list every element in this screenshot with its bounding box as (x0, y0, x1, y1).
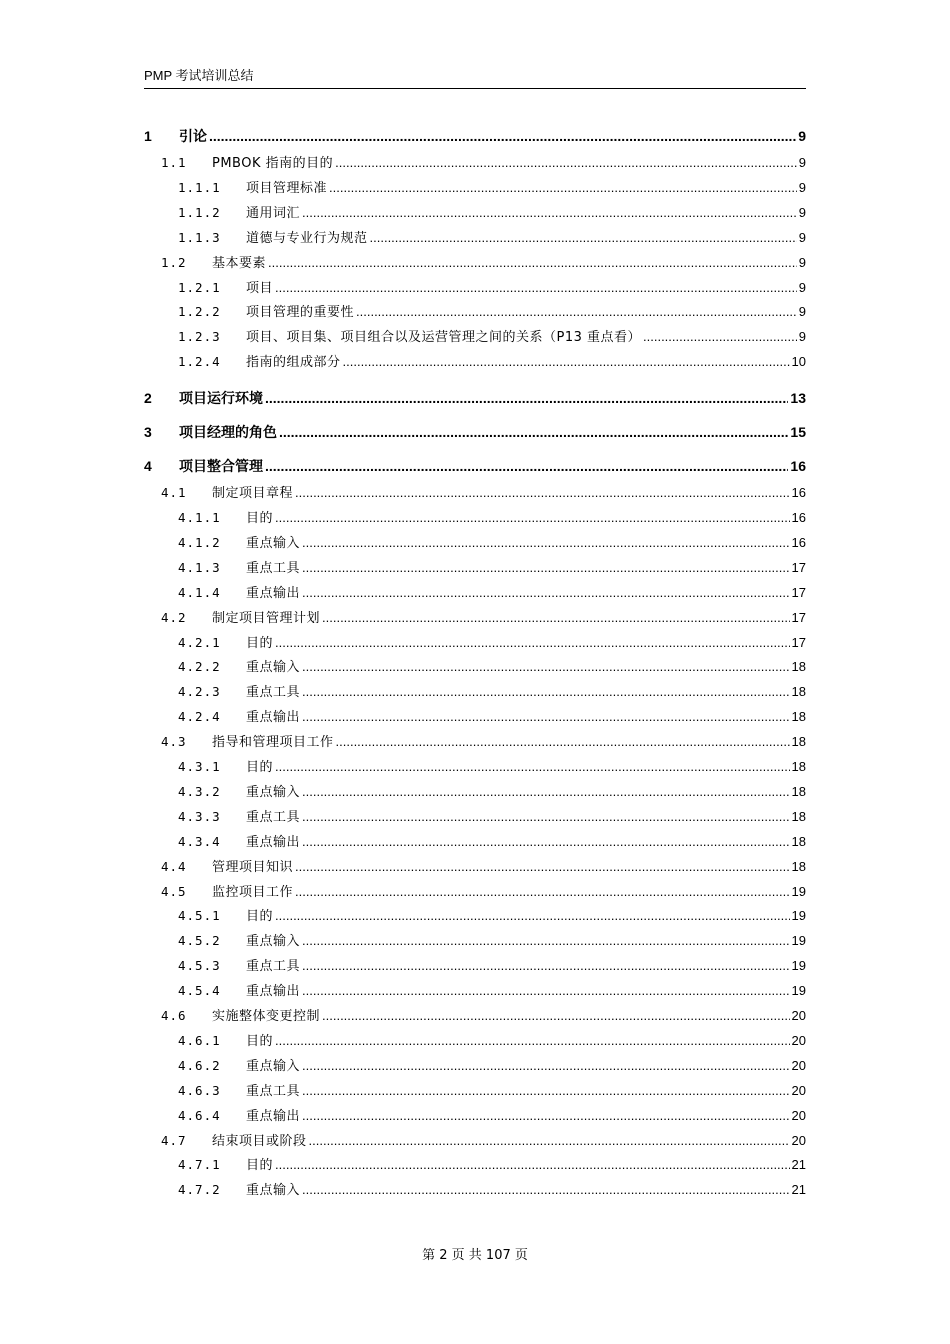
toc-dot-leader (302, 707, 790, 727)
toc-entry-number: 4.2.4 (178, 709, 221, 725)
toc-entry[interactable] (144, 1131, 806, 1152)
toc-entry[interactable] (144, 1081, 806, 1102)
toc-entry[interactable] (144, 228, 806, 249)
toc-entry[interactable] (144, 352, 806, 373)
toc-entry[interactable] (144, 302, 806, 323)
toc-entry-title: 重点工具 (246, 560, 301, 576)
toc-entry-number: 4.6.2 (178, 1057, 221, 1073)
toc-dot-leader (302, 807, 790, 827)
toc-entry-number: 4 (144, 458, 152, 475)
toc-dot-leader (302, 203, 797, 223)
toc-entry-page: 16 (791, 510, 806, 525)
toc-entry-number: 1.2.3 (178, 329, 221, 345)
toc-entry-number: 4.3 (161, 734, 187, 750)
toc-entry-number: 4.7.1 (178, 1157, 221, 1173)
toc-dot-leader (302, 558, 790, 578)
toc-entry-page: 18 (791, 734, 806, 750)
toc-dot-leader (302, 1081, 790, 1101)
toc-entry-title: PMBOK 指南的目的 (212, 156, 334, 171)
toc-entry-number: 4.5.3 (178, 958, 221, 974)
toc-entry-title: 重点工具 (246, 809, 301, 825)
toc-dot-leader (209, 125, 796, 147)
toc-entry[interactable] (144, 682, 806, 703)
toc-dot-leader (265, 387, 788, 409)
toc-entry-title: 重点输入 (246, 934, 301, 950)
toc-entry-number: 1.1.1 (178, 179, 221, 195)
toc-dot-leader (302, 832, 790, 852)
toc-entry-title: 项目整合管理 (179, 458, 263, 475)
toc-entry-number: 1.1 (161, 155, 187, 170)
toc-dot-leader (343, 352, 790, 372)
toc-dot-leader (275, 278, 797, 298)
toc-entry-number: 4.2 (161, 609, 187, 625)
toc-entry-number: 4.7.2 (178, 1182, 221, 1198)
toc-entry-number: 4.3.1 (178, 759, 221, 774)
toc-entry-number: 1 (144, 128, 152, 144)
toc-entry-page: 19 (791, 983, 806, 999)
toc-entry-number: 4.5.4 (178, 983, 221, 999)
toc-entry-page: 9 (798, 304, 806, 320)
toc-entry-title: 重点输入 (246, 784, 301, 800)
toc-entry[interactable] (144, 1031, 806, 1052)
toc-entry-title: 项目 (246, 280, 274, 296)
toc-dot-leader (295, 483, 790, 503)
toc-entry-page: 9 (798, 204, 806, 220)
toc-entry-page: 19 (791, 883, 806, 899)
toc-entry[interactable] (144, 1106, 806, 1127)
toc-entry-page: 9 (798, 229, 806, 245)
toc-dot-leader (336, 732, 790, 752)
toc-entry[interactable] (144, 387, 806, 409)
toc-dot-leader (322, 1006, 790, 1026)
toc-entry-number: 4.6.3 (178, 1082, 221, 1098)
toc-entry-number: 4.6.1 (178, 1032, 221, 1048)
toc-entry-page: 15 (790, 424, 806, 441)
toc-dot-leader (302, 682, 790, 702)
toc-entry-number: 4.7 (161, 1132, 187, 1148)
toc-entry[interactable] (144, 1180, 806, 1201)
toc-entry[interactable] (144, 657, 806, 678)
toc-entry-title: 指导和管理项目工作 (212, 735, 334, 751)
toc-entry[interactable] (144, 931, 806, 952)
toc-dot-leader (643, 327, 797, 347)
toc-entry-page: 17 (791, 584, 806, 600)
toc-entry-title: 重点工具 (246, 1083, 301, 1099)
toc-entry-number: 4.4 (161, 858, 187, 874)
toc-entry-page: 9 (798, 329, 806, 345)
toc-entry[interactable] (144, 906, 806, 927)
toc-dot-leader (295, 882, 790, 902)
toc-entry-number: 4.2.2 (178, 659, 221, 675)
toc-dot-leader (302, 1106, 790, 1126)
toc-entry[interactable] (144, 732, 806, 753)
toc-dot-leader (335, 153, 797, 173)
toc-entry[interactable] (144, 807, 806, 828)
toc-entry-title: 重点输入 (246, 535, 301, 551)
toc-entry-page: 21 (791, 1182, 806, 1198)
toc-entry-number: 4.1 (161, 485, 187, 501)
toc-entry[interactable] (144, 757, 806, 778)
toc-dot-leader (268, 253, 797, 273)
page-footer: 第 2 页 共 107 页 (422, 1248, 528, 1263)
toc-entry-title: 项目管理的重要性 (246, 305, 355, 321)
toc-dot-leader (302, 981, 790, 1001)
toc-entry-title: 管理项目知识 (212, 859, 294, 875)
toc-entry-page: 21 (791, 1157, 806, 1173)
toc-entry[interactable] (144, 421, 806, 443)
toc-entry[interactable] (144, 882, 806, 903)
toc-entry-title: 重点输出 (246, 585, 301, 601)
toc-entry-title: 指南的组成部分 (246, 355, 341, 371)
toc-dot-leader (356, 302, 797, 322)
toc-entry[interactable] (144, 707, 806, 728)
toc-dot-leader (302, 956, 790, 976)
toc-entry-title: 制定项目章程 (212, 486, 294, 502)
toc-entry-page: 18 (791, 833, 806, 849)
toc-entry-page: 20 (791, 1008, 806, 1023)
toc-entry-page: 16 (791, 485, 806, 501)
toc-entry[interactable] (144, 178, 806, 199)
toc-entry-number: 4.1.4 (178, 584, 221, 600)
toc-dot-leader (275, 508, 790, 528)
toc-entry-page: 9 (798, 279, 806, 295)
toc-entry[interactable] (144, 327, 806, 348)
toc-entry-number: 1.2.2 (178, 304, 221, 320)
toc-dot-leader (275, 1031, 790, 1051)
toc-entry-title: 项目管理标准 (246, 180, 328, 196)
toc-entry[interactable] (144, 583, 806, 604)
toc-entry[interactable] (144, 1006, 806, 1027)
toc-entry-number: 1.2.1 (178, 279, 221, 295)
toc-entry[interactable] (144, 608, 806, 629)
toc-entry-title: 结束项目或阶段 (212, 1133, 307, 1149)
toc-entry-page: 20 (791, 1107, 806, 1123)
toc-entry-page: 18 (791, 808, 806, 824)
toc-entry-page: 17 (791, 609, 806, 625)
toc-entry[interactable] (144, 508, 806, 529)
toc-entry-page: 16 (790, 458, 806, 475)
toc-entry-title: 目的 (246, 760, 274, 775)
toc-entry-number: 4.5.2 (178, 933, 221, 949)
toc-entry-page: 20 (791, 1132, 806, 1148)
toc-entry-page: 9 (798, 179, 806, 195)
header-title: PMP 考试培训总结 (144, 68, 254, 83)
toc-entry-number: 1.1.2 (178, 204, 221, 220)
toc-entry-page: 20 (791, 1082, 806, 1098)
toc-dot-leader (329, 178, 797, 198)
toc-entry-title: 制定项目管理计划 (212, 610, 321, 626)
toc-entry-page: 17 (791, 559, 806, 575)
toc-entry-title: 重点输出 (246, 710, 301, 726)
toc-dot-leader (370, 228, 797, 248)
toc-entry[interactable] (144, 782, 806, 803)
toc-dot-leader (275, 906, 790, 926)
toc-entry-number: 4.1.2 (178, 534, 221, 550)
toc-entry-page: 19 (791, 933, 806, 949)
toc-dot-leader (302, 533, 790, 553)
toc-entry-page: 17 (791, 634, 806, 650)
toc-dot-leader (265, 455, 788, 477)
toc-entry-title: 重点输入 (246, 660, 301, 676)
toc-entry-number: 4.2.1 (178, 634, 221, 650)
toc-entry-page: 18 (791, 709, 806, 725)
toc-entry-number: 1.2 (161, 254, 187, 270)
toc-entry-page: 18 (791, 783, 806, 799)
toc-entry-title: 监控项目工作 (212, 884, 294, 900)
toc-entry[interactable] (144, 203, 806, 224)
toc-entry-number: 4.3.2 (178, 783, 221, 799)
toc-entry-title: 引论 (179, 128, 207, 144)
toc-entry-title: 重点输出 (246, 984, 301, 1000)
toc-entry-number: 4.3.4 (178, 833, 221, 849)
toc-entry-title: 通用词汇 (246, 205, 301, 221)
toc-entry[interactable] (144, 125, 806, 147)
toc-entry-title: 目的 (246, 1033, 274, 1049)
toc-dot-leader (295, 857, 790, 877)
toc-entry-page: 19 (791, 908, 806, 924)
toc-entry-number: 4.1.1 (178, 510, 221, 525)
toc-entry-page: 10 (791, 354, 806, 370)
toc-entry-page: 13 (790, 390, 806, 407)
toc-entry-page: 20 (791, 1057, 806, 1073)
toc-entry-number: 3 (144, 424, 152, 441)
toc-dot-leader (275, 1155, 790, 1175)
toc-entry[interactable] (144, 455, 806, 477)
toc-dot-leader (302, 583, 790, 603)
toc-entry-number: 2 (144, 390, 152, 407)
toc-entry-title: 基本要素 (212, 255, 267, 271)
toc-entry-title: 重点输出 (246, 1108, 301, 1124)
toc-dot-leader (302, 657, 790, 677)
toc-entry-number: 4.6 (161, 1008, 187, 1023)
toc-entry-page: 18 (791, 759, 806, 774)
toc-entry-title: 项目运行环境 (179, 390, 263, 407)
toc-entry[interactable] (144, 956, 806, 977)
toc-entry-title: 目的 (246, 635, 274, 651)
toc-entry-number: 4.2.3 (178, 684, 221, 700)
toc-dot-leader (302, 1180, 790, 1200)
toc-entry-page: 20 (791, 1032, 806, 1048)
toc-entry-number: 1.1.3 (178, 229, 221, 245)
toc-entry[interactable] (144, 832, 806, 853)
toc-entry-title: 目的 (246, 1158, 274, 1174)
toc-entry-title: 重点工具 (246, 685, 301, 701)
toc-dot-leader (275, 633, 790, 653)
toc-dot-leader (275, 757, 790, 777)
toc-entry-page: 18 (791, 659, 806, 675)
toc-dot-leader (279, 421, 788, 443)
toc-entry-title: 项目经理的角色 (179, 424, 277, 441)
toc-entry-number: 1.2.4 (178, 354, 221, 370)
toc-dot-leader (302, 1056, 790, 1076)
toc-entry[interactable] (144, 633, 806, 654)
toc-entry[interactable] (144, 483, 806, 504)
toc-entry[interactable] (144, 981, 806, 1002)
toc-entry-title: 实施整体变更控制 (212, 1009, 321, 1024)
toc-entry-title: 重点输入 (246, 1058, 301, 1074)
toc-dot-leader (302, 931, 790, 951)
toc-entry-page: 18 (791, 684, 806, 700)
toc-entry-title: 重点输入 (246, 1183, 301, 1199)
toc-entry[interactable] (144, 1155, 806, 1176)
toc-entry-page: 9 (798, 254, 806, 270)
toc-entry[interactable] (144, 253, 806, 274)
toc-entry-number: 4.1.3 (178, 559, 221, 575)
toc-entry[interactable] (144, 857, 806, 878)
toc-entry[interactable] (144, 153, 806, 174)
toc-dot-leader (322, 608, 790, 628)
page-header (144, 66, 806, 89)
toc-entry[interactable] (144, 1056, 806, 1077)
toc-entry[interactable] (144, 533, 806, 554)
toc-dot-leader (302, 782, 790, 802)
toc-entry-number: 4.6.4 (178, 1107, 221, 1123)
toc-entry-page: 16 (791, 534, 806, 550)
toc-entry-number: 4.5.1 (178, 908, 221, 924)
toc-entry-title: 项目、项目集、项目组合以及运营管理之间的关系（P13 重点看） (246, 330, 642, 346)
toc-entry-page: 9 (798, 128, 806, 144)
toc-entry-title: 目的 (246, 511, 274, 526)
toc-entry-page: 19 (791, 958, 806, 974)
toc-entry-title: 重点输出 (246, 834, 301, 850)
toc-entry-number: 4.3.3 (178, 808, 221, 824)
toc-entry-title: 重点工具 (246, 959, 301, 975)
toc-entry[interactable] (144, 558, 806, 579)
toc-entry[interactable] (144, 278, 806, 299)
toc-dot-leader (309, 1131, 790, 1151)
toc-entry-title: 道德与专业行为规范 (246, 230, 368, 246)
toc-entry-number: 4.5 (161, 883, 187, 899)
toc-entry-page: 18 (791, 858, 806, 874)
toc-entry-title: 目的 (246, 909, 274, 925)
toc-entry-page: 9 (798, 155, 806, 170)
